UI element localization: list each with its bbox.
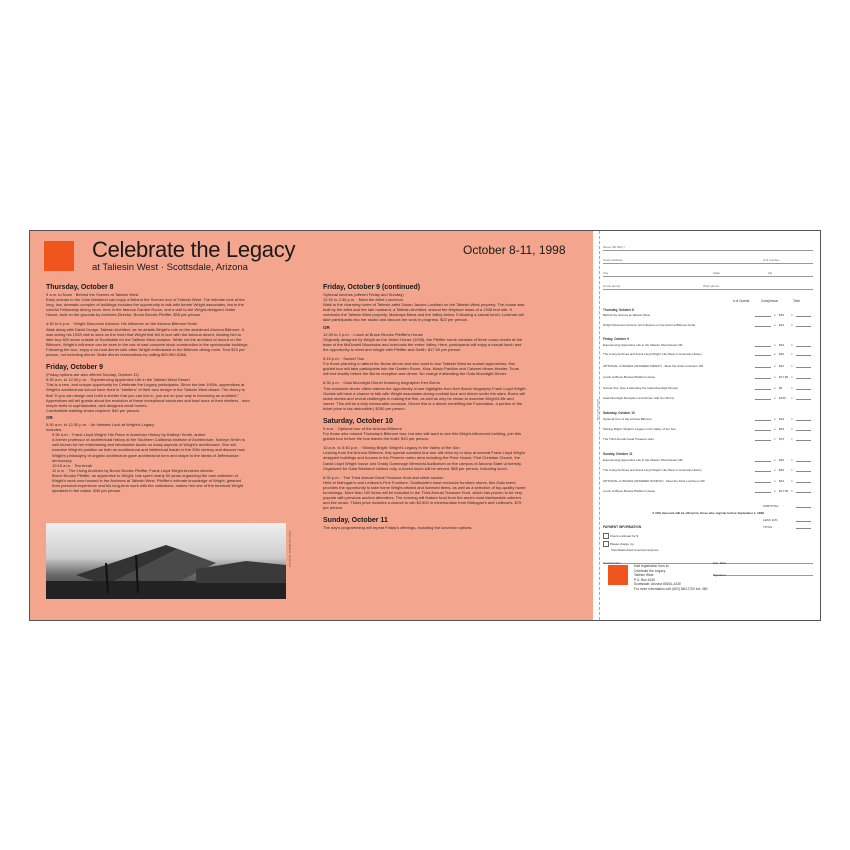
photo-credit: Photo by Mark E. Guerrera xyxy=(288,531,292,567)
order-table: # of Guests Cost/person Total Thursday, October 8 Behind the Scenes at Taliesin West x $35 = Wright Discovers Arizona: His Influence on the Arizona Biltmore Hotel x $10 = Friday, October 9 Experiencing Apprentice Life in the Taliesin West Desert OR x $40 = The Living Archives and Frank Lloyd Wright: His Place in American History x $40 = OPTIONAL LUNCHES (OFFERED FRIDAY) · Meet the Artist Luncheon OR x $22 = Lunch at Bruce Brooks Pfeiffer's House x $17.50 = Sunset Tour (free if attending the Gala Moonlight Dinner) x $0 = Gala Moonlight Reception and Dinner with Ken Burns x $150 = Saturday, October 10 Optional Tour of the Arizona Biltmore x $10 = Shining Bright: Wright's Legacy in the Valley of the Sun x $65 = The Third Annual Great Treasure Hunt x $75 = Sunday, October 11 Experiencing Apprentice Life in the Taliesin West Desert OR x $40 = The Living Archives and Frank Lloyd Wright: His Place in American History x $40 = OPTIONAL LUNCHES (OFFERED SUNDAY) · Meet the Artist Luncheon OR x $22 = Lunch at Bruce Brooks Pfeiffer's House x $17.50 = SUBTOTAL A 10% discount will be offered to those who register before September 1, 1998 LESS 10% PAYMENT INFORMATION TOTAL Check enclosed for $ Please charge my Visa MasterCard American Express Card Number Exp. Date Signature xyxy=(603,291,813,591)
col-guests: # of Guests xyxy=(733,299,750,303)
check-checkbox[interactable] xyxy=(603,533,609,539)
page-subtitle: at Taliesin West · Scottsdale, Arizona xyxy=(92,262,248,273)
event-dates: October 8-11, 1998 xyxy=(463,243,566,257)
event-description: Walk to the charming home of Taliesin artist Susan Jacobs Lockhart on the Taliesin West property. The house was built by the artist and her late husband, a Taliesin Architect, around the fireplace mass of a 1938 tent site. It overlooks the Taliesin West property, Maricopa Mesa and the Valley below. Following a casual lunch, Lockhart will take participants into her studio and discuss her work in progress. $22 per person. xyxy=(323,302,525,323)
event-line: 12:30 to 2:30 p.m. · Meet the Artist Luncheon xyxy=(323,297,404,303)
form-day-heading: Thursday, October 8 xyxy=(603,308,634,312)
address-field[interactable]: Street Address Unit number xyxy=(603,252,813,264)
card-number-field[interactable]: Card Number Exp. Date xyxy=(603,557,813,564)
schedule-panel xyxy=(30,231,593,620)
check-option[interactable]: Check enclosed for $ xyxy=(603,533,813,539)
event-description: This exclusive dinner offers visitors the opportunity to see highlights from Ken Burns' biography Frank Lloyd Wright. Guests will have a chance to talk with Wright associates during cocktail hour and dinner under the stars. Burns will share stories and reveal challenges in making the film, as well as why he chose to examine Wright's life and career. This will be a truly memorable occasion. Dinner this is a dinner benefiting the Foundation, a portion of the ticket price is tax deductible.) $150 per person. xyxy=(323,385,527,411)
sub-events: 9:30 a.m. · Frank Lloyd Wright: His Place in American History by Kathryn Smith, author A former professor of architectural history at the Southern California Institute of Architecture, Kathryn Smith is well known for her entertaining and informative books on many aspects of Wright's architecture. She will examine Wright's position as both an architectural and intellectual leader in the 20th century and discuss how Wright's philosophy of organic architecture gave architectural form and shape to the ideals of Jeffersonian democracy. 10:15 a.m. · Tea break 11 a.m. · The Living Archives by Bruce Brooks Pfeiffer, Frank Lloyd Wright Archives director Bruce Brooks Pfeiffer, an apprentice to Wright, has spent nearly 50 years organizing the vast collection of Wright's work now housed in the Archives at Taliesin West. Pfeiffer's intimate knowledge of Wright, gleaned from personal experience and his long-term work with the collections, makes him one of the foremost Wright speakers in the nation. $40 per person. xyxy=(52,432,245,494)
event-description: Early arrivals to the Gala Weekend can enjoy a Behind the Scenes tour of Taliesin West. The intimate look at the long, low, dramatic complex of buildings includes the opportunity to talk with former Wright associates, tea in the colorful Fellowship dining room, time in the famous Garden Room, and a visit to the Wright-designed Jester House, built on the grounds by Archives Director, Bruce Brooks Pfeiffer. $35 per person. xyxy=(46,297,245,318)
or-divider: OR xyxy=(46,414,53,420)
event-description: For those planning to attend the Burns dinner and who want to tour Taliesin West as sunset approaches, this guided tour will take participants into the Garden Room, Kiva, Music Pavilion and Cabaret dinner-theater. Tours will end shortly before the Burns reception and dinner. No charge if attending the Gala Moonlight Dinner. xyxy=(323,361,520,377)
form-day-heading: Friday, October 9 xyxy=(603,337,629,341)
day-heading: Saturday, October 10 xyxy=(323,417,393,425)
mailing-address: Mail registration form to: Celebrate the Legacy Taliesin West P.O. Box 4430 Scottsdale, Arizona 85261-4430 For more information call: (602) 860-2700 ext. 480 xyxy=(634,564,708,591)
charge-checkbox[interactable] xyxy=(603,541,609,547)
form-day-heading: Saturday, October 10 xyxy=(603,411,635,415)
event-line: 9:30 a.m. to 12:30 p.m. · Experiencing Apprentice Life in the Taliesin West Desert xyxy=(46,377,190,383)
event-line: 10 a.m. to 3:30 p.m. · Shining Bright: Wright's Legacy in the Valley of the Sun xyxy=(323,445,460,451)
day-heading: Sunday, October 11 xyxy=(323,517,388,525)
event-line: 9 a.m. to Noon · Behind the Scenes at Taliesin West xyxy=(46,292,139,297)
includes-label: Includes: xyxy=(46,427,63,433)
phone-field[interactable]: Home phone Work phone xyxy=(603,278,813,290)
event-line: 6:30 p.m. · The Third Annual Great Treasure Hunt and silent auction xyxy=(323,474,444,480)
payment-heading: PAYMENT INFORMATION xyxy=(603,525,642,529)
or-divider: OR xyxy=(323,324,330,330)
schedule-column-left xyxy=(46,281,311,493)
discount-note: A 10% discount will be offered to those who register before September 1, 1998 xyxy=(652,511,764,515)
event-description: Walk along with David Dodge, Taliesin Architect, as he details Wright's role on the acclaimed Arizona Biltmore. It was during his 1928 visit to work on the hotel that Wright first fell in love with the Arizona desert, leading him to later buy 600 acres outside of Scottsdale for the Taliesin West campus. While not the architect of record on the Biltmore, Wright's influence can be seen in the use of cast concrete block construction in the spectacular buildings. Following the tour, enjoy a no-host dinner with other Wright enthusiasts in the Biltmore dining room. Tour $10 per person, not including dinner. Make dinner reservations by calling 800-950-0086. xyxy=(46,326,249,358)
event-line: 9 a.m. · Optional tour of the Arizona Biltmore xyxy=(323,425,402,431)
name-field[interactable]: Name (Mr./Mrs.) xyxy=(603,239,813,251)
charge-option[interactable]: Please charge my xyxy=(603,541,813,547)
day-heading: Friday, October 9 xyxy=(46,364,104,372)
day-heading: Friday, October 9 (continued) xyxy=(323,284,421,291)
day-note: Optional lunches (offered Friday and Sunday) xyxy=(323,292,404,297)
day-heading: Thursday, October 8 xyxy=(46,284,114,291)
event-description: Held at Mahogan's and Ledbow's Fine Furniture, Scottsdale's most exclusive furniture stores, this Gala event provides the opportunity to take home Wright-related and licensed items, as well as a selection of top-quality home furnishings. More than 100 items will be included in the Third Annual Treasure Hunt, which has proven to be very popular with previous auction attendees. The evening will feature food from the area's most fashionable caterers and live music. Ticket price includes a chance to win $2,500 in merchandise from Mahogan's and Ledbow's. $75 per person. xyxy=(323,479,526,511)
brochure-sheet xyxy=(29,230,821,621)
schedule-column-right xyxy=(323,281,588,530)
event-line: 5:15 p.m. · Sunset Tour xyxy=(323,356,365,362)
logo-square xyxy=(44,241,74,271)
event-line: 4:30 to 6 p.m. · Wright Discovers Arizona: His Influence on the Arizona Biltmore Hotel xyxy=(46,321,197,327)
registration-form xyxy=(603,239,813,591)
detach-label: detach and mail xyxy=(596,399,600,421)
event-description: This is a rare, and unique opportunity for Celebrate the Legacy participants. Since the late 1930s, apprentices at Wright's architectural school have lived in "shelters" of their own design in the Taliesin West desert. The theory is that "If you can design and build a shelter that you can live in, you are on your way to becoming an architect." Apprentices will tell guests about the evolution of these exceptional structures and lead tours of their shelters - from simple tents to sophisticated, well-designed small homes. Comfortable walking shoes required. $40 per person. xyxy=(46,382,250,413)
form-day-heading: Sunday, October 11 xyxy=(603,452,633,456)
col-cost: Cost/person xyxy=(761,299,779,303)
card-types[interactable]: Visa MasterCard American Express xyxy=(611,548,659,552)
signature-field[interactable]: Signature xyxy=(713,569,813,576)
taliesin-photo xyxy=(46,523,286,599)
event-line: 6:30 p.m. · Gala Moonlight Dinner featuring biographer Ken Burns xyxy=(323,380,440,386)
col-total: Total xyxy=(793,299,800,303)
event-description: For those who missed Thursday's Biltmore tour, but who still want to see this Wright-influenced building, join this guided tour before the bus leaves the hotel. $10 per person. xyxy=(323,431,522,442)
city-state-zip-field[interactable]: City State Zip xyxy=(603,265,813,277)
mail-logo-square xyxy=(608,565,628,585)
day-note: (Friday options are also offered Sunday, October 11) xyxy=(46,372,139,378)
event-description: Originally designed by Wright as the Jester House (1938), the Pfeiffer home consists of three round circles at the base of the McDowell Mountains and overlooks the entire Valley. Here, participants will enjoy a casual lunch and the opportunity to meet and mingle with Pfeiffer and Smith. $17.50 per person. xyxy=(323,336,523,352)
event-line: 12:30 to 2 p.m. · Lunch at Bruce Brooks Pfeiffer's House xyxy=(323,331,423,337)
event-line: 9:30 a.m. to 12:30 p.m. · An Intimate Look at Wright's Legacy xyxy=(46,421,155,427)
page-title: Celebrate the Legacy xyxy=(92,237,296,262)
event-description: Leaving from the Arizona Biltmore, this special narrated bus tour will drive by or stop at several Frank Lloyd Wright designed buildings and houses in the Phoenix metro area including the Price House, First Christian Church, the David Lloyd Wright house and Grady Gammage Memorial Auditorium on the campus of Arizona State University. Organized for Gala Weekend visitors only, a boxed lunch will be served. $65 per person, including lunch. xyxy=(323,450,525,471)
event-description: The day's programming will repeat Friday's offerings, including the luncheon options. xyxy=(323,525,473,531)
